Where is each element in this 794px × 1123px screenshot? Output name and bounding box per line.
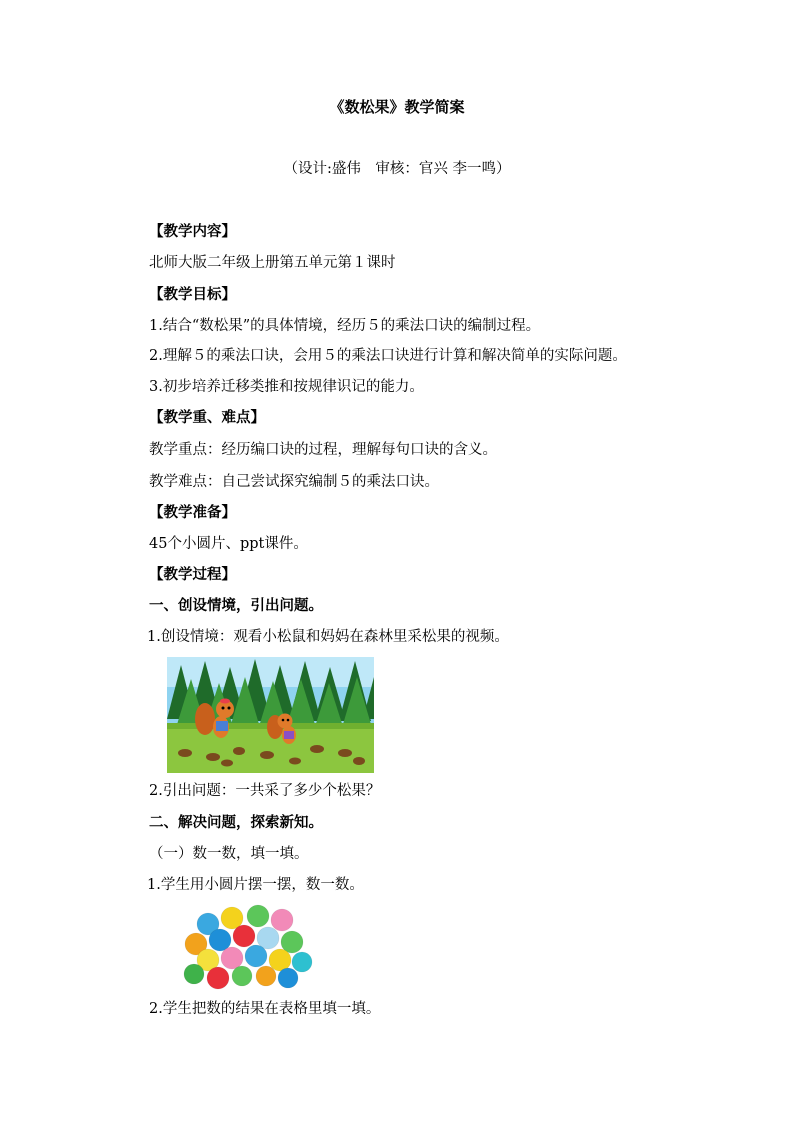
document-title: 《数松果》教学简案 xyxy=(329,98,465,116)
goals-heading: 【教学目标】 xyxy=(149,286,236,303)
keypoints-heading: 【教学重、难点】 xyxy=(149,409,265,426)
goal-item-3: 3.初步培养迁移类推和按规律识记的能力。 xyxy=(149,379,424,395)
part1-item-2: 2.引出问题：一共采了多少个松果？ xyxy=(149,783,381,799)
part1-heading: 一、创设情境，引出问题。 xyxy=(149,597,323,614)
goal-item-1: 1.结合“数松果”的具体情境，经历５的乘法口诀的编制过程。 xyxy=(149,318,541,334)
prep-heading: 【教学准备】 xyxy=(149,504,236,521)
goal-item-2: 2.理解５的乘法口诀，会用５的乘法口诀进行计算和解决简单的实际问题。 xyxy=(149,348,627,364)
squirrels-forest-illustration xyxy=(167,657,374,773)
part2-item-1: 1.学生用小圆片摆一摆，数一数。 xyxy=(147,877,364,893)
part2-heading: 二、解决问题，探索新知。 xyxy=(149,814,323,831)
prep-text: 45个小圆片、ppt课件。 xyxy=(149,536,308,552)
content-heading: 【教学内容】 xyxy=(149,223,236,240)
part1-item-1: 1.创设情境：观看小松鼠和妈妈在森林里采松果的视频。 xyxy=(147,629,509,645)
keypoint-item-1: 教学重点：经历编口诀的过程，理解每句口诀的含义。 xyxy=(149,442,497,458)
part2-subheading: （一）数一数，填一填。 xyxy=(149,846,309,862)
process-heading: 【教学过程】 xyxy=(149,566,236,583)
document-credits: （设计:盛伟 审核：官兴 李一鸣） xyxy=(283,161,511,177)
content-text: 北师大版二年级上册第五单元第１课时 xyxy=(149,255,396,271)
keypoint-item-2: 教学难点：自己尝试探究编制５的乘法口诀。 xyxy=(149,474,439,490)
colored-discs-illustration xyxy=(180,904,315,992)
part2-item-2: 2.学生把数的结果在表格里填一填。 xyxy=(149,1001,381,1017)
